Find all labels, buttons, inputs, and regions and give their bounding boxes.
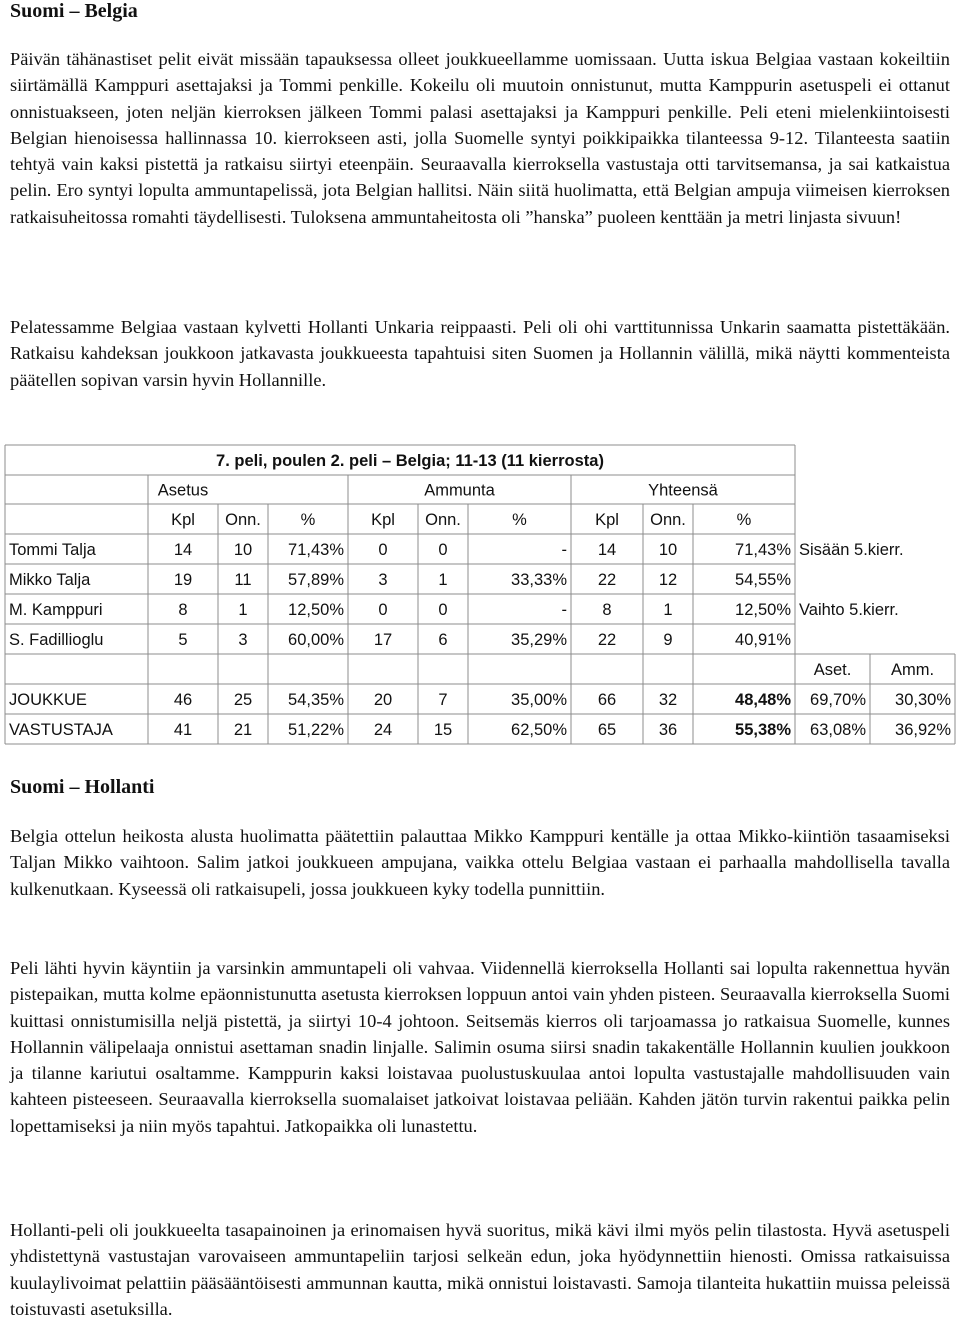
- player-name: Tommi Talja: [9, 541, 96, 559]
- paragraph-belgia-1: Päivän tähänastiset pelit eivät missään tapauksessa olleet joukkueellamme uomissaan. Uutta iskua Belgiaa vastaan kokeiltiin siirtämällä Kamppuri asettajaksi ja Tommi penkille. Kokeilu oli muutoin onnistunut, mutta Kamppurin asetuspeli ei ottanut onnistuakseen, joten neljän kierroksen jälkeen Tommi palasi asettajaksi ja Kamppuri penkille. Peli eteni mielenkiintoisesti Belgian hienoisessa hallinnassa 10. kierrokseen asti, jolla Suomelle syntyi poikkipaikka tilanteessa 9-12. Tilanteesta saatiin tehtyä vain kaksi pistettä ja ratkaisu siirtyi eteenpäin. Seuraavalla kierroksella vastustaja otti tarvitsemansa, ja sai katkaistua pelin. Ero syntyi lopulta ammuntapelissä, jota Belgian hallitsi. Näin siitä huolimatta, että Belgian ampuja viimeisen kierroksen ratkaisuheitossa romahti täydellisesti. Tuloksena ammuntaheitosta oli ”hanska” puoleen kenttään ja metri linjasta sivuun!: [10, 49, 950, 227]
- subheader-1: Onn.: [225, 511, 261, 529]
- group-header-yhteensa: Yhteensä: [648, 481, 718, 500]
- player-cell: 71,43%: [735, 541, 791, 559]
- player-cell: 22: [597, 631, 617, 649]
- player-cell: 0: [438, 601, 448, 619]
- player-cell: 11: [234, 571, 252, 589]
- team-cell: 15: [433, 721, 453, 739]
- player-cell: 3: [378, 571, 388, 589]
- share-header-amm: Amm.: [890, 661, 935, 679]
- player-cell: 6: [438, 631, 448, 649]
- section-heading-hollanti: Suomi – Hollanti: [10, 776, 155, 798]
- team-cell: 62,50%: [511, 721, 567, 739]
- player-name: S. Fadillioglu: [9, 631, 104, 649]
- player-cell: 57,89%: [288, 571, 344, 589]
- player-cell: 14: [597, 541, 617, 559]
- team-cell: 36: [658, 721, 678, 739]
- team-cell: 32: [658, 691, 678, 709]
- team-share: 63,08%: [810, 721, 866, 739]
- team-cell: 21: [233, 721, 253, 739]
- player-cell: 1: [663, 601, 673, 619]
- player-cell: 22: [597, 571, 617, 589]
- team-name: VASTUSTAJA: [9, 721, 113, 739]
- player-cell: 40,91%: [735, 631, 791, 649]
- player-cell: 9: [663, 631, 673, 649]
- player-cell: 12: [658, 571, 678, 589]
- team-cell: 25: [233, 691, 253, 709]
- team-share: 36,92%: [895, 721, 951, 739]
- paragraph-hollanti-3: Hollanti-peli oli joukkueelta tasapainoinen ja erinomaisen hyvä suoritus, mikä kävi ilmi myös pelin tilastosta. Hyvä asetuspeli yhdistettynä vastustajan varovaiseen ammuntapeliin tarjosi selkeän edun, joka hyödynnettiin hienosti. Omissa ratkaisuissa kuulaylivoimat pelattiin pääsääntöisesti ammunnan kautta, mikä onnistui loistavasti. Samoja tilanteita hukattiin muissa peleissä toistuvasti asetuksilla.: [10, 1220, 950, 1319]
- player-name: Mikko Talja: [9, 571, 91, 589]
- team-cell: 66: [597, 691, 617, 709]
- team-name: JOUKKUE: [9, 691, 87, 709]
- player-cell: 0: [438, 541, 448, 559]
- player-cell: 12,50%: [288, 601, 344, 619]
- paragraph-hollanti-1: Belgia ottelun heikosta alusta huolimatta päätettiin palauttaa Mikko Kamppuri kentälle ja ottaa Mikko-kiintiön tasaamiseksi Taljan Mikko vaihtoon. Salim jatkoi joukkueen ampujana, vaikka ottelu Belgiaa vastaan ei parhaalla mahdollisella tavalla kulkenutkaan. Kyseessä oli ratkaisupeli, jossa joukkueen kyky todella punnittiin.: [10, 826, 950, 899]
- share-header-aset: Aset.: [813, 661, 852, 679]
- player-cell: 14: [173, 541, 193, 559]
- table-title: 7. peli, poulen 2. peli – Belgia; 11-13 (11 kierrosta): [216, 452, 604, 470]
- player-cell: 19: [173, 571, 193, 589]
- player-cell: 1: [238, 601, 248, 619]
- team-cell: 54,35%: [288, 691, 344, 709]
- subheader-0: Kpl: [171, 511, 195, 529]
- team-cell: 20: [373, 691, 393, 709]
- player-cell: 60,00%: [288, 631, 344, 649]
- player-cell: -: [561, 601, 567, 619]
- player-cell: 1: [438, 571, 448, 589]
- team-cell: 41: [173, 721, 193, 739]
- subheader-3: Kpl: [371, 511, 395, 529]
- team-cell: 46: [173, 691, 193, 709]
- team-share: 30,30%: [895, 691, 951, 709]
- player-name: M. Kamppuri: [9, 601, 103, 619]
- player-cell: 8: [602, 601, 612, 619]
- player-cell: -: [561, 541, 567, 559]
- team-cell: 48,48%: [735, 691, 791, 709]
- team-cell: 24: [373, 721, 393, 739]
- player-note: Sisään 5.kierr.: [799, 541, 904, 559]
- player-cell: 0: [378, 541, 388, 559]
- player-cell: 0: [378, 601, 388, 619]
- group-header-ammunta: Ammunta: [424, 481, 495, 500]
- stats-table: [0, 443, 960, 748]
- subheader-6: Kpl: [595, 511, 619, 529]
- subheader-2: %: [300, 511, 316, 529]
- player-cell: 10: [233, 541, 253, 559]
- player-cell: 12,50%: [735, 601, 791, 619]
- team-cell: 35,00%: [511, 691, 567, 709]
- section-heading-belgia: Suomi – Belgia: [10, 0, 138, 22]
- player-cell: 71,43%: [288, 541, 344, 559]
- subheader-7: Onn.: [650, 511, 686, 529]
- team-cell: 65: [597, 721, 617, 739]
- subheader-4: Onn.: [425, 511, 461, 529]
- team-cell: 55,38%: [735, 721, 791, 739]
- subheader-8: %: [736, 511, 752, 529]
- paragraph-hollanti-2: Peli lähti hyvin käyntiin ja varsinkin ammuntapeli oli vahvaa. Viidennellä kierroksella Hollanti sai lopulta rakennettua hyvän pistepaikan, mutta kolme epäonnistunutta asetusta kierroksen loppuun antoi vain yhden pisteen. Seuraavalla kierroksella Suomi kuittasi onnistumisilla neljä pistettä, ja siirtyi 10-4 johtoon. Seitsemäs kierros oli tarjoamassa jo ratkaisua Suomelle, kunnes Hollannin välipelaaja onnistui asettaman snadin linjalle. Salimin osuma siirsi snadin takakentälle Hollannin kuulien joukkoon ja tilanne kariutui osaltamme. Kamppurin kaksi loistavaa puolustuskuulaa antoi lopulta vastustajalle mahdollisuuden vain kahteen pisteeseen. Seuraavalla kierroksella suomalaiset jatkoivat loistavaa peliään. Kahden jätön turvin rakentui paikka pelin lopettamiseksi ja niin myös tapahtui. Jatkopaikka oli lunastettu.: [10, 958, 950, 1136]
- player-cell: 3: [238, 631, 248, 649]
- team-share: 69,70%: [810, 691, 866, 709]
- team-cell: 51,22%: [288, 721, 344, 739]
- player-cell: 10: [658, 541, 678, 559]
- paragraph-belgia-2: Pelatessamme Belgiaa vastaan kylvetti Hollanti Unkaria reippaasti. Peli oli ohi varttitunnissa Unkarin saamatta pistettäkään. Ratkaisu kahdeksan joukkoon jatkavasta joukkueesta tapahtuisi siten Suomen ja Hollannin välillä, mikä näytti kommenteista päätellen sopivan varsin hyvin Hollannille.: [10, 317, 950, 390]
- subheader-5: %: [512, 511, 527, 529]
- player-cell: 5: [178, 631, 188, 649]
- player-cell: 33,33%: [511, 571, 567, 589]
- player-cell: 17: [373, 631, 393, 649]
- team-cell: 7: [438, 691, 448, 709]
- player-cell: 54,55%: [735, 571, 791, 589]
- player-cell: 8: [178, 601, 188, 619]
- player-cell: 35,29%: [511, 631, 567, 649]
- group-header-asetus: Asetus: [157, 481, 209, 500]
- player-note: Vaihto 5.kierr.: [799, 601, 899, 619]
